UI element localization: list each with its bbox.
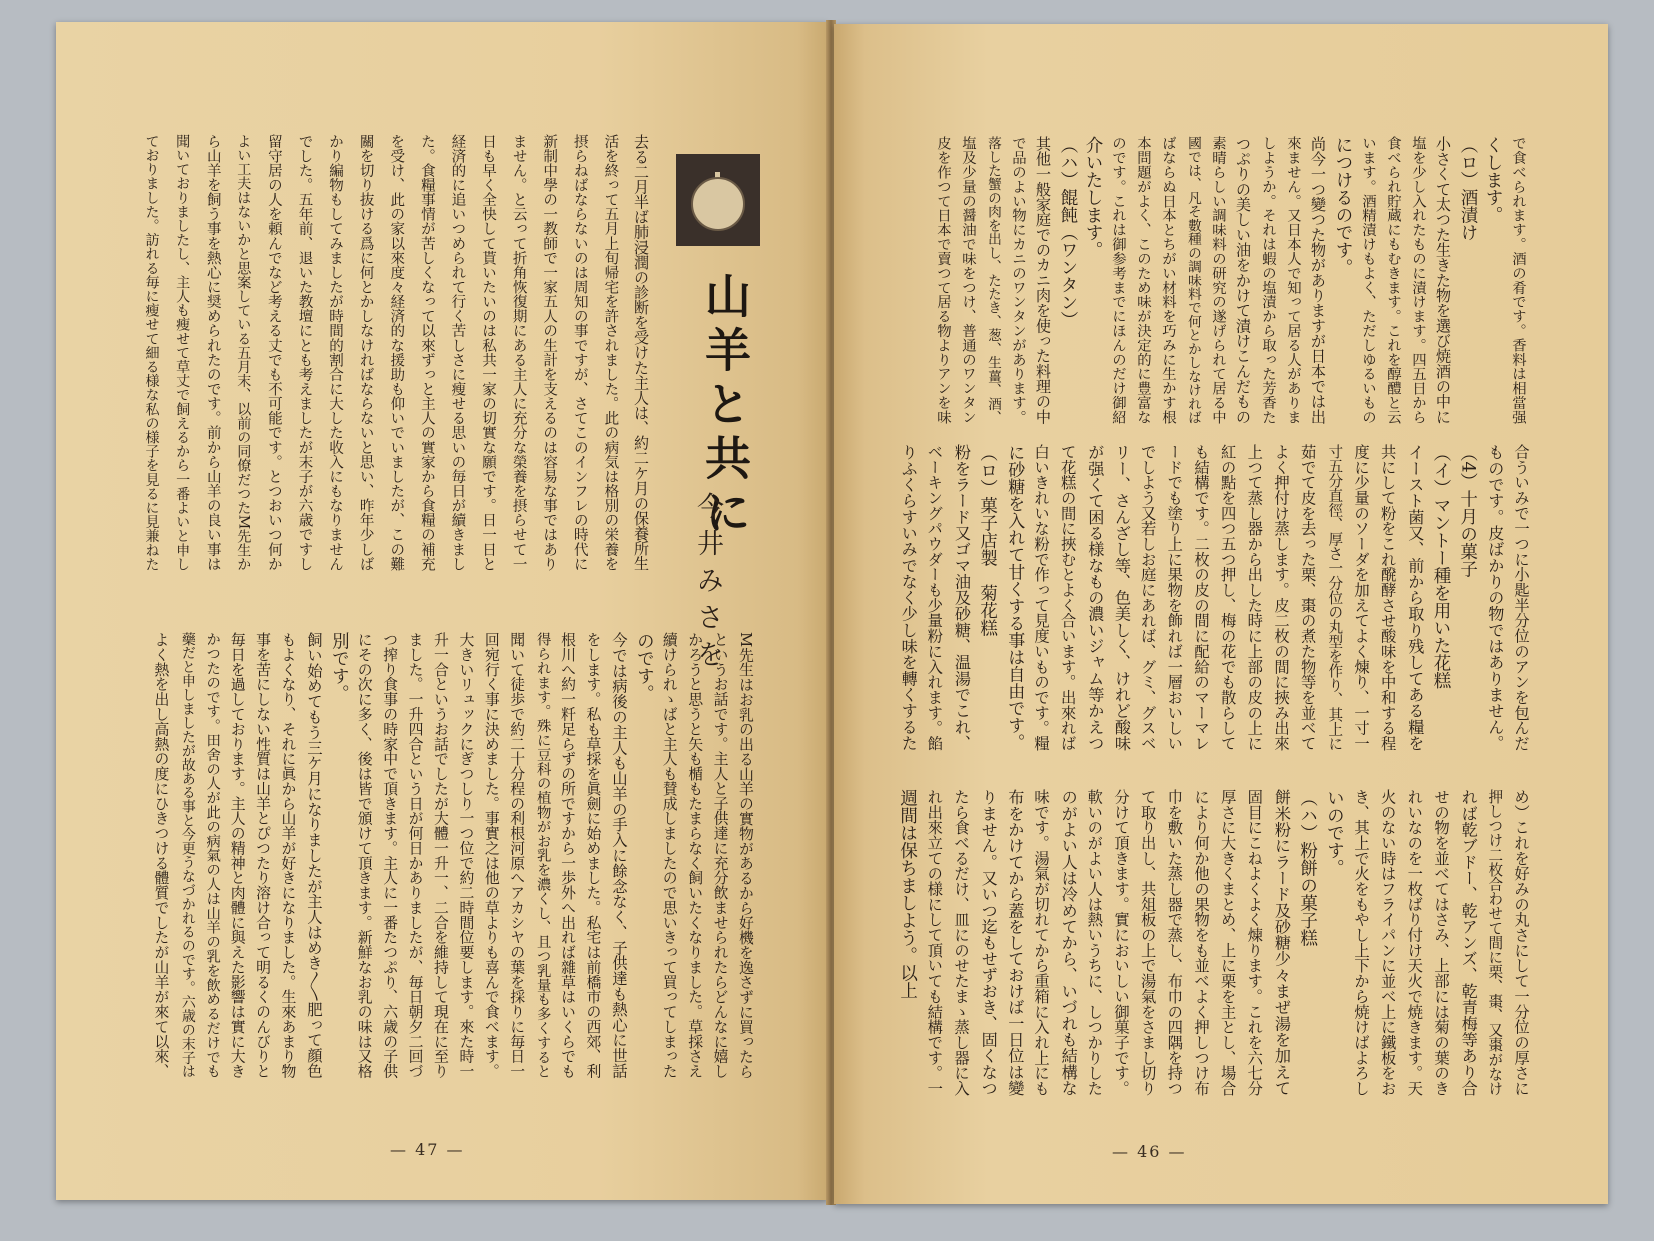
text-column: 去る二月半ば肺浸潤の診断を受けた主人は、約二ケ月の保養所生: [631, 134, 650, 572]
text-column: れば乾ブドー、乾アンズ、乾青梅等あり合: [1458, 789, 1478, 1096]
right-page: [834, 24, 1608, 1204]
text-column: き、其上で火をもやし上下から焼けばよろし: [1351, 789, 1370, 1096]
text-column: 今では病後の主人も山羊の手入に餘念なく、子供達も熱心に世話: [609, 632, 628, 1079]
text-column: くします。: [1483, 136, 1503, 224]
article-author: 今井みさを: [692, 492, 723, 677]
text-column: のです。: [634, 632, 655, 702]
text-column: 別です。: [329, 632, 350, 702]
text-column: 聞いて徒歩で約二十分程の利根河原へアカシヤの葉を採りに毎日一: [508, 632, 527, 1079]
text-column: よく押付け蒸します。皮二枚の間に挾み出來: [1271, 444, 1290, 751]
text-column: ら山羊を飼う事を熱心に奨められたのです。前から山羊の良い事は: [204, 134, 222, 572]
text-column: 活を終って五月上旬帰宅を許されました。此の病気は格別の栄養を: [602, 134, 620, 572]
text-column: います。酒精漬けもよく、ただしゆるいもの: [1360, 136, 1376, 425]
article-title: 山羊と共に: [698, 272, 752, 542]
text-column: イースト菌又、前から取り残してある糧を: [1405, 444, 1425, 751]
text-column: ました。一升四合という日が何日かありましたが、毎日朝夕二回づ: [406, 632, 425, 1079]
text-column: た。食糧事情が苦しくなって以來ずっと主人の實家から食糧の補充: [418, 134, 436, 572]
text-column: 塩及少量の醤油で味をつけ、普通のワンタン: [960, 136, 976, 425]
right-lower-text: [894, 444, 1534, 774]
text-column: 軟いのがよい人は熱いうちに、しつかりした: [1085, 789, 1104, 1096]
text-column: ばならぬ日本とちがい材料を巧みに生かす根: [1160, 136, 1176, 425]
text-column: （ロ）菓子店製 菊花糕: [977, 444, 998, 637]
text-column: て花糕の間に挾むとよく合います。出來れば: [1058, 444, 1077, 751]
text-column: 食べられ貯蔵にもむきます。これを醇醴と云: [1385, 136, 1401, 425]
text-column: 餅米粉にラード及砂糖少々まぜ湯を加えて: [1271, 789, 1291, 1096]
text-column: ベーキングパウダーも少量粉に入れます。餡: [925, 444, 944, 751]
text-column: かり編物もしてみましたが時間的割合に大した收入にもなりません: [327, 134, 345, 572]
text-column: 塩を少し入れたものに漬けます。四五日から: [1410, 136, 1426, 425]
text-column: を受け、此の家以來度々経済的な援助も仰いでいましたが、この難: [388, 134, 406, 572]
text-column: かつたのです。田舍の人が此の病氣の人は山羊の乳を飲めるだけでも: [204, 632, 221, 1079]
text-column: でしよう又若しお庭にあれば、グミ、グスベ: [1138, 444, 1157, 751]
page-number-left: — 47 —: [390, 1140, 465, 1159]
text-column: 落した蟹の肉を出し、たたき、葱、生薑、酒、: [985, 136, 1001, 425]
text-column: て取り出し、共俎板の上で湯氣をさまし切り: [1138, 789, 1157, 1096]
text-column: 介いたします。: [1083, 136, 1103, 259]
text-column: 聞いておりましたし、主人も瘦せて草丈で飼えるから一番よいと申し: [174, 134, 191, 572]
text-column: 本問題がよく、このため味が決定的に豊富な: [1135, 136, 1151, 425]
text-column: も結構です。二枚の皮の間に配給のマーマレ: [1191, 444, 1210, 751]
text-column: M先生はお乳の出る山羊の實物があるから好機を逸さずに買ったら: [736, 632, 755, 1079]
text-column: ものです。皮ばかりの物ではありません。: [1485, 444, 1505, 751]
left-upper-text: [136, 134, 656, 604]
text-column: 上つて蒸し器から出した時に上部の皮の上に: [1245, 444, 1264, 751]
text-column: 粉をラード又ゴマ油及砂糖、温湯でこれ、: [951, 444, 971, 751]
text-column: 尚今一つ變つた物がありますが日本では出: [1309, 136, 1327, 425]
text-column: 紅の點を四つ五つ押し、梅の花でも散らして: [1218, 444, 1237, 751]
text-column: につけるのです。: [1333, 136, 1353, 276]
text-column: 毎日を過しております。主人の精神と肉體に與えた影響は實に大き: [228, 632, 247, 1079]
text-column: 摂らねばならないのは周知の事ですが、さてこのインフレの時代に: [571, 134, 589, 572]
text-column: ておりました。訪れる毎に瘦せて細る様な私の様子を見るに見兼ねた: [143, 134, 160, 572]
text-column: 升一合というお話でしたが大體一升一、二合を維持して現在に至り: [431, 632, 450, 1079]
text-column: 味です。湯氣が切れてから重箱に入れ上にも: [1031, 789, 1050, 1096]
text-column: 根川へ約一粁足らずの所ですから一歩外へ出れば雜草はいくらでも: [559, 632, 578, 1079]
text-column: 茹でて皮を去った栗、棗の煮た物等を並べて: [1298, 444, 1317, 751]
text-column: 火のない時はフライパンに並べ上に鐵板をお: [1378, 789, 1397, 1096]
text-column: （4）十月の菓子: [1457, 444, 1478, 578]
text-column: 合ういみで一つに小匙半分位のアンを包んだ: [1511, 444, 1530, 751]
text-column: （ロ）酒漬け: [1458, 136, 1478, 241]
text-column: 國では、凡そ數種の調味料で何とかしなければ: [1185, 136, 1201, 425]
page-number-right: — 46 —: [1112, 1142, 1187, 1161]
text-column: かろうと思うと矢も楯もたまらなく飼いたくなりました。草採さえ: [686, 632, 705, 1079]
text-column: に砂糖を入れて甘くする事は自由です。: [1004, 444, 1025, 751]
left-lower-text: [148, 632, 758, 1112]
text-column: 得られます。殊に豆科の植物がお乳を濃くし、且つ乳量も多くすると: [534, 632, 551, 1079]
text-column: のがよい人は冷めてから、いづれも結構な: [1058, 789, 1078, 1096]
text-column: 度に少量のソーダを加えてよく煉り、一寸一: [1351, 444, 1370, 751]
text-column: つぷりの美しい油をかけて漬けこんだもの: [1234, 136, 1252, 425]
text-column: 留守居の人を頼んでなど考える丈でも不可能です。とつおいつ何か: [265, 134, 283, 572]
text-column: 巾を敷いた蒸し器で蒸し、布巾の四隅を持つ: [1165, 789, 1184, 1096]
text-column: 白いきれいな粉で作って見度いものです。糧: [1031, 444, 1050, 751]
text-column: リー、さんざし等、色美しく、けれど酸味: [1111, 444, 1131, 751]
text-column: 素晴らしい調味料の研究の遂げられて居る中: [1210, 136, 1226, 425]
text-column: もよくなり、それに眞から山羊が好きになりました。生來あまり物: [279, 632, 298, 1079]
text-column: 日も早く全快して貰いたいのは私共一家の切實な願です。日一日と: [480, 134, 498, 572]
right-upper-text: [930, 136, 1530, 446]
text-column: れいなのを一枚ばり付け天火で焼きます。天: [1405, 789, 1424, 1096]
text-column: 押しつけ二枚合わせて間に栗、棗、又棗がなけ: [1486, 789, 1504, 1096]
text-column: しようか。それは蝦の塩漬から取った芳香た: [1260, 136, 1276, 425]
goat-emblem-icon: [676, 154, 760, 246]
text-column: 経済的に追いつめられて行く苦しさに瘦せる思いの毎日が續きまし: [449, 134, 467, 572]
text-column: （イ）マントー種を用いた花糕: [1430, 444, 1451, 689]
text-column: 藥だと申しましたが故ある事と今更うなづかれるのです。六歳の末子は: [178, 632, 195, 1079]
text-column: たら食べるだけ、皿にのせたまゝ蒸し器に入: [951, 789, 970, 1096]
text-column: ません。と云って折角恢復期にある主人に充分な榮養を摂らせて一: [510, 134, 528, 572]
text-column: 厚さに大きくまとめ、上に栗を主とし、場合: [1218, 789, 1237, 1096]
text-column: ードでも塗り上に果物を飾れば一層おいしい: [1165, 444, 1184, 751]
text-column: で品のよい物にカニのワンタンがあります。: [1010, 136, 1026, 425]
text-column: をします。私も草採を眞劍に始めました。私宅は前橋市の西郊、利: [584, 632, 603, 1079]
right-bottom-text: [894, 789, 1534, 1119]
text-column: （ハ）餛飩（ワンタン）: [1058, 136, 1078, 329]
text-column: で食べられます。酒の肴です。香料は相當强: [1510, 136, 1526, 425]
text-column: 關を切り抜ける爲に何とかしなければならないと思い、昨年少しば: [357, 134, 375, 572]
text-column: でした。五年前、退いた教壇にとも考えましたが末子が六歳ですし: [296, 134, 314, 572]
text-column: 其他一般家庭でのカニ肉を使った料理の中: [1034, 136, 1052, 425]
text-column: 來ません。又日本人で知って居る人がありま: [1285, 136, 1301, 425]
text-column: め）これを好みの丸さにして一分位の厚さに: [1511, 789, 1530, 1096]
text-column: 固目にこねよくよく煉ります。これを六七分: [1245, 789, 1264, 1096]
text-column: が强くて困る様なもの濃いジャム等かえつ: [1085, 444, 1105, 751]
text-column: りふくらすいみでなく少し味を轉くするた: [898, 444, 918, 751]
text-column: よく熱を出し高熱の度にひきつける體質でしたが山羊が來て以來、: [152, 632, 171, 1079]
text-column: 小さくて太つた生きた物を選び焼酒の中に: [1434, 136, 1452, 425]
text-column: 新制中學の一教師で一家五人の生計を支えるのは容易な事ではあり: [541, 134, 559, 572]
text-column: というお話です。主人と子供達に充分飲ませられたらどんなに嬉し: [711, 632, 730, 1079]
text-column: 皮を作つて日本で賣つて居る物よりアンを味: [935, 136, 951, 425]
text-column: 週間は保ちましよう。以上: [897, 789, 918, 999]
text-column: つ搾り食事の時家中で頂きます。主人に一番たつぷり、六歳の子供: [381, 632, 400, 1079]
text-column: いのです。: [1324, 789, 1345, 877]
text-column: 回宛行く事に決めました。事實之は他の草よりも喜んで食べます。: [482, 632, 501, 1079]
text-column: れ出來立ての様にして頂いても結構です。一: [925, 789, 944, 1096]
left-page: [56, 22, 828, 1200]
text-column: のです。これは御参考までにほんのだけ御紹: [1110, 136, 1126, 425]
text-column: せの物を並べてはさみ、上部には菊の葉のき: [1431, 789, 1450, 1096]
text-column: よい工夫はないかと思案している五月末、以前の同僚だつたM先生か: [235, 134, 252, 572]
text-column: 飼い始めてもう三ケ月になりましたが主人はめき〳〵肥って顔色: [304, 632, 323, 1079]
text-column: にその次に多く、後は皆で頒けて頂きます。新鮮なお乳の味は又格: [355, 632, 374, 1079]
text-column: 布をかけてから蓋をしておけば一日位は變: [1005, 789, 1025, 1096]
text-column: 共にして粉をこれ醗酵させ酸味を中和する程: [1378, 444, 1397, 751]
text-column: （ハ）粉餅の菓子糕: [1297, 789, 1318, 947]
text-column: により何か他の果物をも並べよく押しつけ布: [1191, 789, 1210, 1096]
text-column: 續けられゝばと主人も賛成しましたので思いきって買ってしまった: [660, 632, 679, 1079]
text-column: 分けて頂きます。實においしい御菓子です。: [1111, 789, 1130, 1096]
text-column: りません。又いつ迄もせずおき、固くなつ: [978, 789, 998, 1096]
text-column: 大きいリュックにぎつしり一つ位で約二時間位要します。來た時一: [457, 632, 476, 1079]
text-column: 事を苦にしない性質は山羊とぴつたり溶け合って明るくのんびりと: [254, 632, 273, 1079]
text-column: 寸五分直徑、厚さ一分位の丸型を作り、其上に: [1326, 444, 1344, 751]
